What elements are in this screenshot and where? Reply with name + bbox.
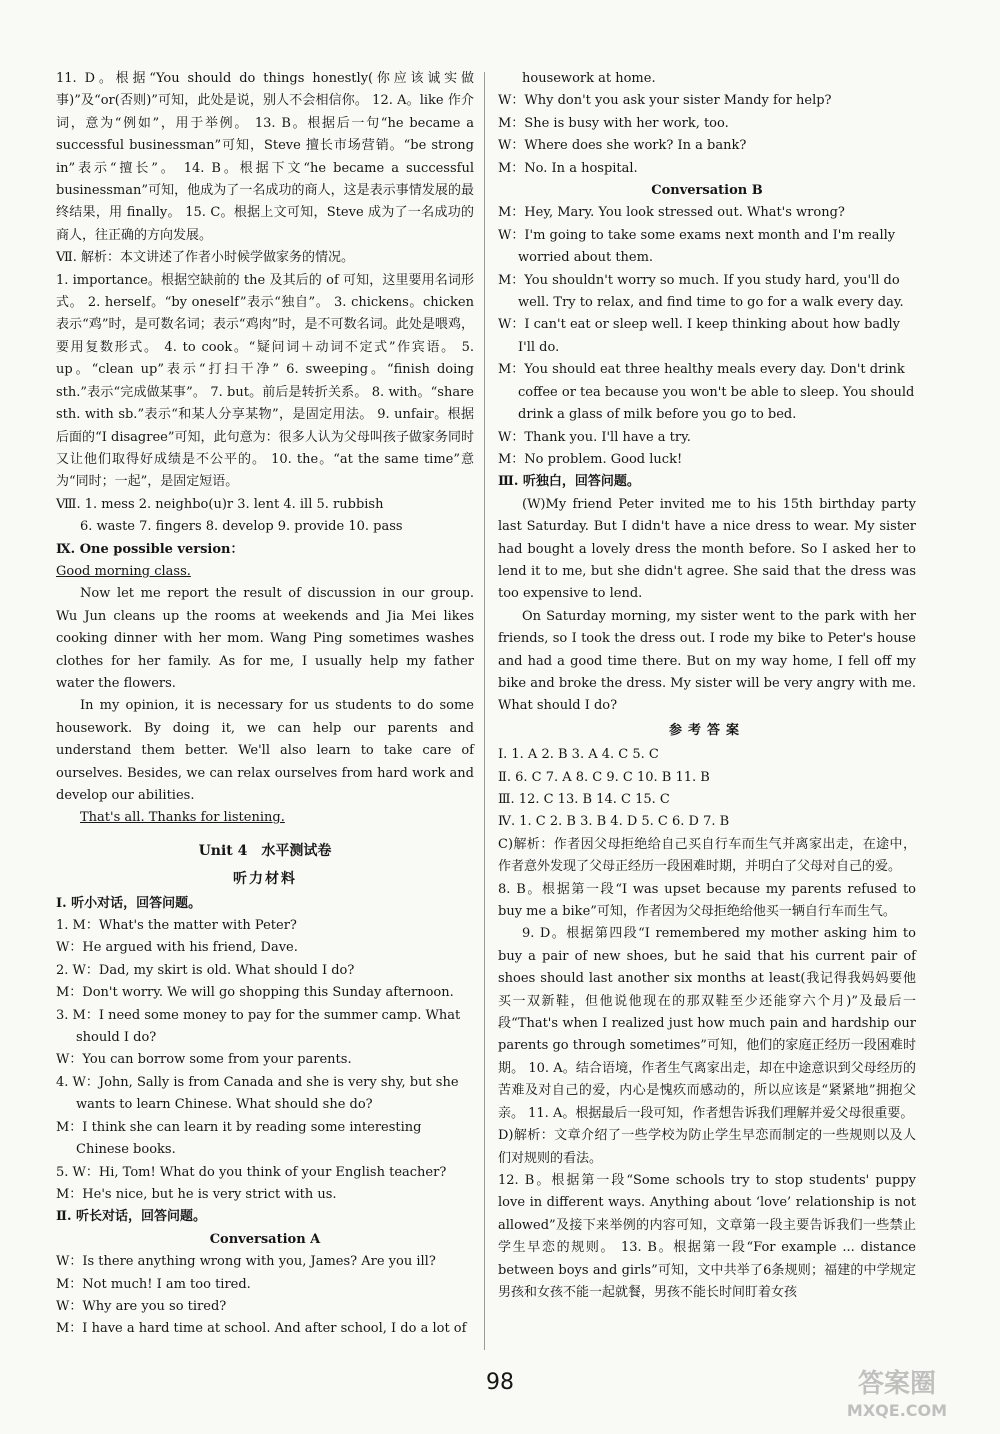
watermark-logo [812,1364,982,1424]
right-paragraph: 8. B。根据第一段“I was upset because my parents refused to buy me a bike”可知，作者因为父母拒绝给他买一辆自行车而生气。 [498,881,916,920]
right-paragraph: Ⅲ. 听独白，回答问题。 [498,474,640,490]
right-paragraph: Ⅰ. 1. A 2. B 3. A 4. C 5. C [498,747,659,763]
watermark-line1: 答案圈 [857,1369,937,1399]
right-paragraph: M：Hey, Mary. You look stressed out. What's wrong? [498,205,845,221]
page-number: 98 [486,1370,514,1395]
right-paragraph: Conversation B [651,183,763,199]
right-paragraph: C)解析：作者因父母拒绝给自己买自行车而生气并离家出走，在途中，作者意外发现了父母正经历一段困难时期，并明白了父母对自己的爱。 [498,836,916,875]
left-paragraph: Ⅰ. 听小对话，回答问题。 [56,895,202,911]
left-column [56,68,474,1341]
left-paragraph: W：Is there anything wrong with you, James? Are you ill? [56,1254,436,1270]
left-paragraph: Ⅷ. 1. mess 2. neighbo(u)r 3. lent 4. ill 5. rubbish [56,496,384,512]
right-paragraph: (W)My friend Peter invited me to his 15th birthday party last Saturday. But I didn't have a nice dress to wear. My sister had bought a lovely dress the month before. So I asked her to lend it to me, but she didn't agree. She said that the dress was too expensive to lend. [498,496,916,602]
left-paragraph: Ⅶ. 解析：本文讲述了作者小时候学做家务的情况。 [56,250,355,266]
left-paragraph: W：Why are you so tired? [56,1298,227,1314]
left-paragraph: M：Don't worry. We will go shopping this Sunday afternoon. [56,985,454,1001]
left-paragraph: Good morning class. [56,563,191,579]
left-paragraph: In my opinion, it is necessary for us students to do some housework. By doing it, we can help our parents and understand them better. We'll also learn to take care of ourselves. Besides, we can relax ourselves from hard work and develop our abilities. [56,698,474,803]
right-paragraph: M：You should eat three healthy meals every day. Don't drink coffee or tea because you won't be able to sleep. You should drink a glass of milk before you go to bed. [498,362,915,423]
right-paragraph: W：Thank you. I'll have a try. [498,429,691,445]
left-paragraph: M：I have a hard time at school. And after school, I do a lot of [56,1321,467,1337]
left-paragraph: M：I think she can learn it by reading some interesting Chinese books. [56,1119,422,1158]
left-paragraph: 3. M：I need some money to pay for the summer camp. What should I do? [56,1007,461,1046]
right-column [498,68,916,1304]
right-paragraph: W：Why don't you ask your sister Mandy for help? [498,93,832,109]
left-paragraph: Now let me report the result of discussion in our group. Wu Jun cleans up the rooms at weekends and Jia Mei likes cooking dinner with her mom. Wang Ping sometimes washes clothes for her family. As for me, I usually help my father water the flowers. [56,586,474,691]
left-paragraph: 11. D。根据“You should do things honestly(你应该诚实做事)”及“or(否则)”可知，此处是说，别人不会相信你。 12. A。like 作介词，意为“例如”，用于举例。 13. B。根据后一句“he became a successful businessman”可知，Steve 擅长市场营销。“be strong in”表示“擅长”。 14. B。根据下文“he became a successful businessman”可知，他成为了一名成功的商人，这是表示事情发展的最终结果，用 finally。 15. C。根据上文可知，Steve 成为了一名成功的商人，往正确的方向发展。 [56,71,474,243]
right-paragraph: M：She is busy with her work, too. [498,115,729,131]
right-paragraph: Ⅲ. 12. C 13. B 14. C 15. C [498,792,670,807]
right-paragraph: 9. D。根据第四段“I remembered my mother asking him to buy a pair of new shoes, but he said that his current pair of shoes should last another six months at least(我记得我妈妈要他买一双新鞋，但他说他现在的那双鞋至少还能穿六个月)”及最后一段“That's when I realized just how much pain and hardship our parents go through sometimes”可知，他们的家庭正经历一段困难时期。 10. A。结合语境，作者生气离家出走，却在中途意识到父母经历的苦难及对自己的爱，内心是愧疚而感动的，所以应该是“紧紧地”拥抱父亲。 11. A。根据最后一段可知，作者想告诉我们理解并爱父母很重要。 [498,926,916,1121]
left-paragraph: 4. W：John, Sally is from Canada and she is very shy, but she wants to learn Chinese. What should she do? [56,1074,459,1113]
right-paragraph: Ⅱ. 6. C 7. A 8. C 9. C 10. B 11. B [498,769,710,785]
left-paragraph: That's all. Thanks for listening. [80,810,285,826]
left-paragraph: 1. importance。根据空缺前的 the 及其后的 of 可知，这里要用名词形式。 2. herself。“by oneself”表示“独自”。 3. chickens。chicken 表示“鸡”时，是可数名词；表示“鸡肉”时，是不可数名词。此处是喂鸡，要用复数形式。 4. to cook。“疑问词＋动词不定式”作宾语。 5. up。“clean up”表示“打扫干净” 6. sweeping。“finish doing sth.”表示“完成做某事”。 7. but。前后是转折关系。 8. with。“share sth. with sb.”表示“和某人分享某物”，是固定用法。 9. unfair。根据后面的“I disagree”可知，此句意为：很多人认为父母叫孩子做家务同时又让他们取得好成绩是不公平的。 10. the。“at the same time”意为“同时；一起”，是固定短语。 [56,272,474,490]
right-paragraph: M：You shouldn't worry so much. If you study hard, you'll do well. Try to relax, and find time to go for a walk every day. [498,272,904,311]
right-paragraph: D)解析：文章介绍了一些学校为防止学生早恋而制定的一些规则以及人们对规则的看法。 [498,1128,916,1166]
right-paragraph: 参考答案 [668,722,745,738]
left-paragraph: M：He's nice, but he is very strict with us. [56,1186,337,1202]
left-paragraph: W：You can borrow some from your parents. [56,1052,352,1068]
left-paragraph: Conversation A [209,1231,321,1247]
right-paragraph: On Saturday morning, my sister went to the park with her friends, so I took the dress out. I rode my bike to Peter's house and had a good time there. But on my way home, I fell off my bike and broke the dress. My sister will be very angry with me. What should I do? [498,608,916,714]
left-paragraph: 2. W：Dad, my skirt is old. What should I do? [56,962,355,978]
left-paragraph: 6. waste 7. fingers 8. develop 9. provide 10. pass [80,519,403,535]
right-paragraph: W：Where does she work? In a bank? [498,138,747,154]
right-paragraph: Ⅳ. 1. C 2. B 3. B 4. D 5. C 6. D 7. B [498,814,730,830]
left-paragraph: W：He argued with his friend, Dave. [56,940,298,956]
right-paragraph: M：No. In a hospital. [498,160,638,176]
watermark-line2: MXQE.COM [846,1401,948,1420]
left-paragraph: 听力材料 [233,871,297,888]
left-paragraph: M：Not much! I am too tired. [56,1276,251,1292]
column-divider [484,72,485,1350]
right-paragraph: W：I can't eat or sleep well. I keep thinking about how badly I'll do. [498,317,900,355]
right-paragraph: M：No problem. Good luck! [498,451,683,467]
left-paragraph: Ⅱ. 听长对话，回答问题。 [56,1209,207,1225]
right-paragraph: 12. B。根据第一段“Some schools try to stop students' puppy love in different ways. Anything about ‘love’ relationship is not allowed”及接下来举例的内容可知，文章第一段主要告诉我们一些禁止学生早恋的规则。 13. B。根据第一段“For example ... distance between boys and girls”可知，文中共举了6条规则；福建的中学规定男孩和女孩不能一起就餐，男孩不能长时间盯着女孩 [498,1172,916,1300]
left-paragraph: Ⅸ. One possible version： [56,541,244,557]
left-paragraph: Unit 4 水平测试卷 [198,842,332,859]
left-paragraph: 5. W：Hi, Tom! What do you think of your English teacher? [56,1164,447,1180]
left-paragraph: 1. M：What's the matter with Peter? [56,918,297,934]
right-paragraph: housework at home. [522,71,656,86]
right-paragraph: W：I'm going to take some exams next month and I'm really worried about them. [498,227,896,266]
